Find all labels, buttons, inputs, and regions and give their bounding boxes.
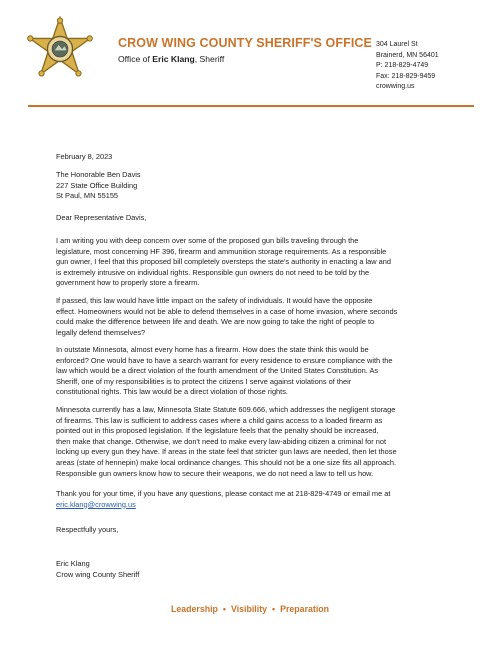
paragraph-line: then make that change. Otherwise, we don't need to make every law-abiding citizen a criminal for not: [56, 436, 387, 446]
paragraph-line: law which would be a direct violation of the fourth amendment of the United States Constitution. As: [56, 366, 379, 376]
website: crowwing.us: [376, 83, 415, 91]
address-line-1: 304 Laurel St: [376, 41, 418, 48]
salutation: Dear Representative Davis,: [56, 213, 147, 222]
address-line-2: Brainerd, MN 56401: [376, 51, 439, 59]
paragraph-line: effect. Homeowners would not be able to defend themselves in a case of home invasion, where seconds: [56, 306, 398, 316]
paragraph-line: Responsible gun owners know how to secure their weapons, we do not need a law to tell us how.: [56, 468, 374, 478]
paragraph-line: enforced? One would have to have a search warrant for every residence to ensure compliance with the: [56, 355, 393, 365]
recipient-line: 227 State Office Building: [56, 180, 138, 190]
office-name: CROW WING COUNTY SHERIFF'S OFFICE: [118, 36, 372, 50]
paragraph-line: constitutional rights. This law would be a direct violation of those rights.: [56, 387, 288, 397]
footer-value: Preparation: [280, 604, 330, 614]
paragraph-line: gun owner, I feel that this proposed bill completely oversteps the state's authority in enacting a law and: [56, 257, 392, 267]
paragraph-line: legislature, most concerning HF 396, firearm and ammunition storage requirements. As a responsible: [56, 246, 387, 256]
paragraph-line: pointed out in this proposed legislation. If the legislature feels that the penalty should be increased,: [56, 426, 379, 436]
paragraph-line: areas (state of hennepin) make local ordinance changes. This should not be a one size fits all approach.: [56, 457, 397, 467]
paragraph-line: government how to properly store a firearm.: [56, 278, 200, 288]
paragraph-2: [56, 296, 476, 338]
recipient-line: St Paul, MN 55155: [56, 191, 119, 201]
letter-date: February 8, 2023: [56, 152, 113, 161]
paragraph-line: legally defend themselves?: [56, 327, 146, 337]
recipient-address: [56, 170, 476, 202]
paragraph-line: In outstate Minnesota, almost every home has a firearm. How does the state think this would be: [56, 345, 369, 354]
paragraph-line: Thank you for your time, if you have any questions, please contact me at 218-829-4749 or email me at: [56, 489, 391, 498]
signature-block: [56, 559, 476, 580]
paragraph-5: [56, 489, 476, 510]
paragraph-1: [56, 236, 476, 289]
paragraph-line: locking up every gun they have. If areas in the state feel that stricter gun laws are needed, then let those: [56, 447, 397, 457]
phone-number: P: 218-829-4749: [376, 62, 429, 70]
sheriff-name: Eric Klang: [152, 54, 195, 64]
signature-name: Eric Klang: [56, 559, 90, 568]
paragraph-4: [56, 405, 476, 479]
sheriff-title: , Sheriff: [194, 54, 225, 64]
office-of-label: Office of: [118, 54, 150, 64]
paragraph-line: could make the difference between life and death. We are now going to take the right of people to: [56, 317, 375, 327]
paragraph-line: of firearms. This law is sufficient to address cases where a child gains access to a loaded firearm as: [56, 415, 383, 425]
closing: Respectfully yours,: [56, 525, 119, 534]
header-divider: [28, 105, 474, 107]
footer-value: Leadership: [170, 604, 218, 614]
paragraph-line: I am writing you with deep concern over some of the proposed gun bills traveling through the: [56, 236, 359, 245]
paragraph-line: Minnesota currently has a law, Minnesota State Statute 609.666, which addresses the negligent storage: [56, 405, 396, 414]
paragraph-3: [56, 345, 476, 398]
paragraph-line: If passed, this law would have little impact on the safety of individuals. It would have the opposite: [56, 296, 373, 305]
office-subtitle: [118, 54, 224, 64]
footer-value: Visibility: [231, 604, 268, 614]
bullet-separator: •: [272, 604, 276, 614]
email-link[interactable]: eric.klang@crowwing.us: [56, 499, 136, 509]
paragraph-line: Sheriff, one of my responsibilities is to protect the citizens I serve against violations of their: [56, 376, 352, 386]
signature-title: Crow wing County Sheriff: [56, 569, 140, 579]
bullet-separator: •: [222, 604, 226, 614]
fax-number: Fax: 218-829-9459: [376, 72, 436, 80]
footer-values: [0, 604, 500, 614]
recipient-line: The Honorable Ben Davis: [56, 170, 141, 179]
contact-block: [376, 40, 439, 93]
sheriff-star-badge-icon: [27, 16, 93, 82]
paragraph-line: is extremely intrusive on individual rights. Responsible gun owners do not need to be told by the: [56, 267, 370, 277]
